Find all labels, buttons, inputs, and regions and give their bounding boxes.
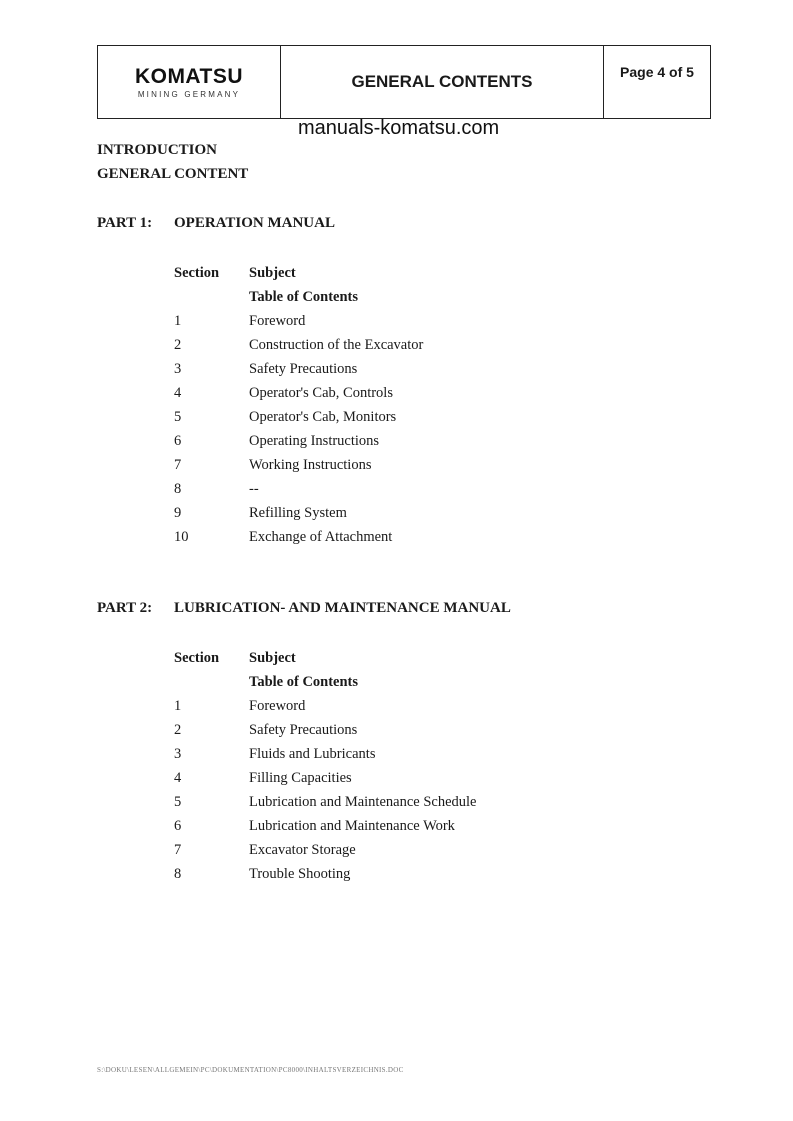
- section-subject: Lubrication and Maintenance Schedule: [249, 793, 477, 810]
- list-item: [174, 477, 423, 501]
- col-subject-header: Subject: [249, 649, 296, 666]
- document-header: [97, 45, 711, 119]
- section-number: 8: [174, 865, 182, 882]
- section-number: 5: [174, 408, 182, 425]
- list-item: [174, 357, 423, 381]
- section-subject: Fluids and Lubricants: [249, 745, 376, 762]
- section-subject: Foreword: [249, 312, 306, 329]
- section-number: 3: [174, 745, 182, 762]
- list-item: [174, 333, 423, 357]
- footer-file-path: S:\DOKU\LESEN\ALLGEMEIN\PC\DOKUMENTATION\PC8000\INHALTSVERZEICHNIS.DOC: [97, 1066, 404, 1074]
- section-subject: Foreword: [249, 697, 306, 714]
- section-number: 7: [174, 841, 182, 858]
- logo-subtext: MINING GERMANY: [137, 89, 241, 99]
- list-item: [174, 766, 476, 790]
- section-number: 8: [174, 480, 182, 497]
- section-number: 9: [174, 504, 182, 521]
- section-number: 4: [174, 769, 182, 786]
- list-item: [174, 453, 423, 477]
- col-subject-header: Subject: [249, 264, 296, 281]
- komatsu-logo: [98, 46, 281, 118]
- section-subject: Construction of the Excavator: [249, 336, 424, 353]
- list-item: [174, 790, 476, 814]
- list-item: [174, 814, 476, 838]
- section-number: 4: [174, 384, 182, 401]
- list-item: [174, 525, 423, 549]
- list-item: [174, 429, 423, 453]
- page-number: Page 4 of 5: [620, 64, 694, 80]
- section-subject: Safety Precautions: [249, 360, 358, 377]
- section-number: 1: [174, 312, 182, 329]
- list-item: [174, 501, 423, 525]
- part-1-number: PART 1:: [97, 215, 153, 231]
- logo-text: KOMATSU: [134, 64, 244, 88]
- section-number: 3: [174, 360, 182, 377]
- part-1-heading: [97, 215, 335, 232]
- section-number: 10: [174, 528, 189, 545]
- list-item: [174, 309, 423, 333]
- toc-label: Table of Contents: [249, 673, 359, 690]
- section-subject: Working Instructions: [249, 456, 372, 473]
- section-number: 1: [174, 697, 182, 714]
- section-subject: Lubrication and Maintenance Work: [249, 817, 455, 834]
- section-subject: Refilling System: [249, 504, 347, 521]
- section-subject: --: [249, 480, 259, 497]
- section-number: 2: [174, 721, 182, 738]
- toc-label-row: [174, 670, 476, 694]
- section-subject: Excavator Storage: [249, 841, 356, 858]
- section-number: 2: [174, 336, 182, 353]
- part-2-heading: [97, 600, 511, 617]
- list-item: [174, 405, 423, 429]
- section-number: 6: [174, 817, 182, 834]
- toc-label-row: [174, 285, 423, 309]
- section-subject: Filling Capacities: [249, 769, 352, 786]
- toc-label: Table of Contents: [249, 288, 359, 305]
- col-section-header: Section: [174, 649, 220, 666]
- header-title: GENERAL CONTENTS: [281, 46, 604, 118]
- section-subject: Operator's Cab, Controls: [249, 384, 393, 401]
- section-subject: Operating Instructions: [249, 432, 380, 449]
- watermark-url: manuals-komatsu.com: [298, 117, 500, 139]
- list-item: [174, 838, 476, 862]
- part-2-title: LUBRICATION- AND MAINTENANCE MANUAL: [174, 600, 511, 616]
- part-1-title: OPERATION MANUAL: [174, 215, 335, 231]
- part-1-toc: [174, 261, 423, 549]
- section-subject: Trouble Shooting: [249, 865, 351, 882]
- part-2-number: PART 2:: [97, 600, 153, 616]
- intro-heading: INTRODUCTION: [97, 142, 218, 158]
- list-item: [174, 718, 476, 742]
- toc-header-row: [174, 261, 423, 285]
- part-2-toc: [174, 646, 476, 886]
- section-number: 5: [174, 793, 182, 810]
- col-section-header: Section: [174, 264, 220, 281]
- section-subject: Safety Precautions: [249, 721, 358, 738]
- list-item: [174, 862, 476, 886]
- section-subject: Exchange of Attachment: [249, 528, 393, 545]
- list-item: [174, 381, 423, 405]
- section-subject: Operator's Cab, Monitors: [249, 408, 397, 425]
- section-number: 7: [174, 456, 182, 473]
- general-content-heading: GENERAL CONTENT: [97, 166, 249, 182]
- list-item: [174, 742, 476, 766]
- toc-header-row: [174, 646, 476, 670]
- section-number: 6: [174, 432, 182, 449]
- list-item: [174, 694, 476, 718]
